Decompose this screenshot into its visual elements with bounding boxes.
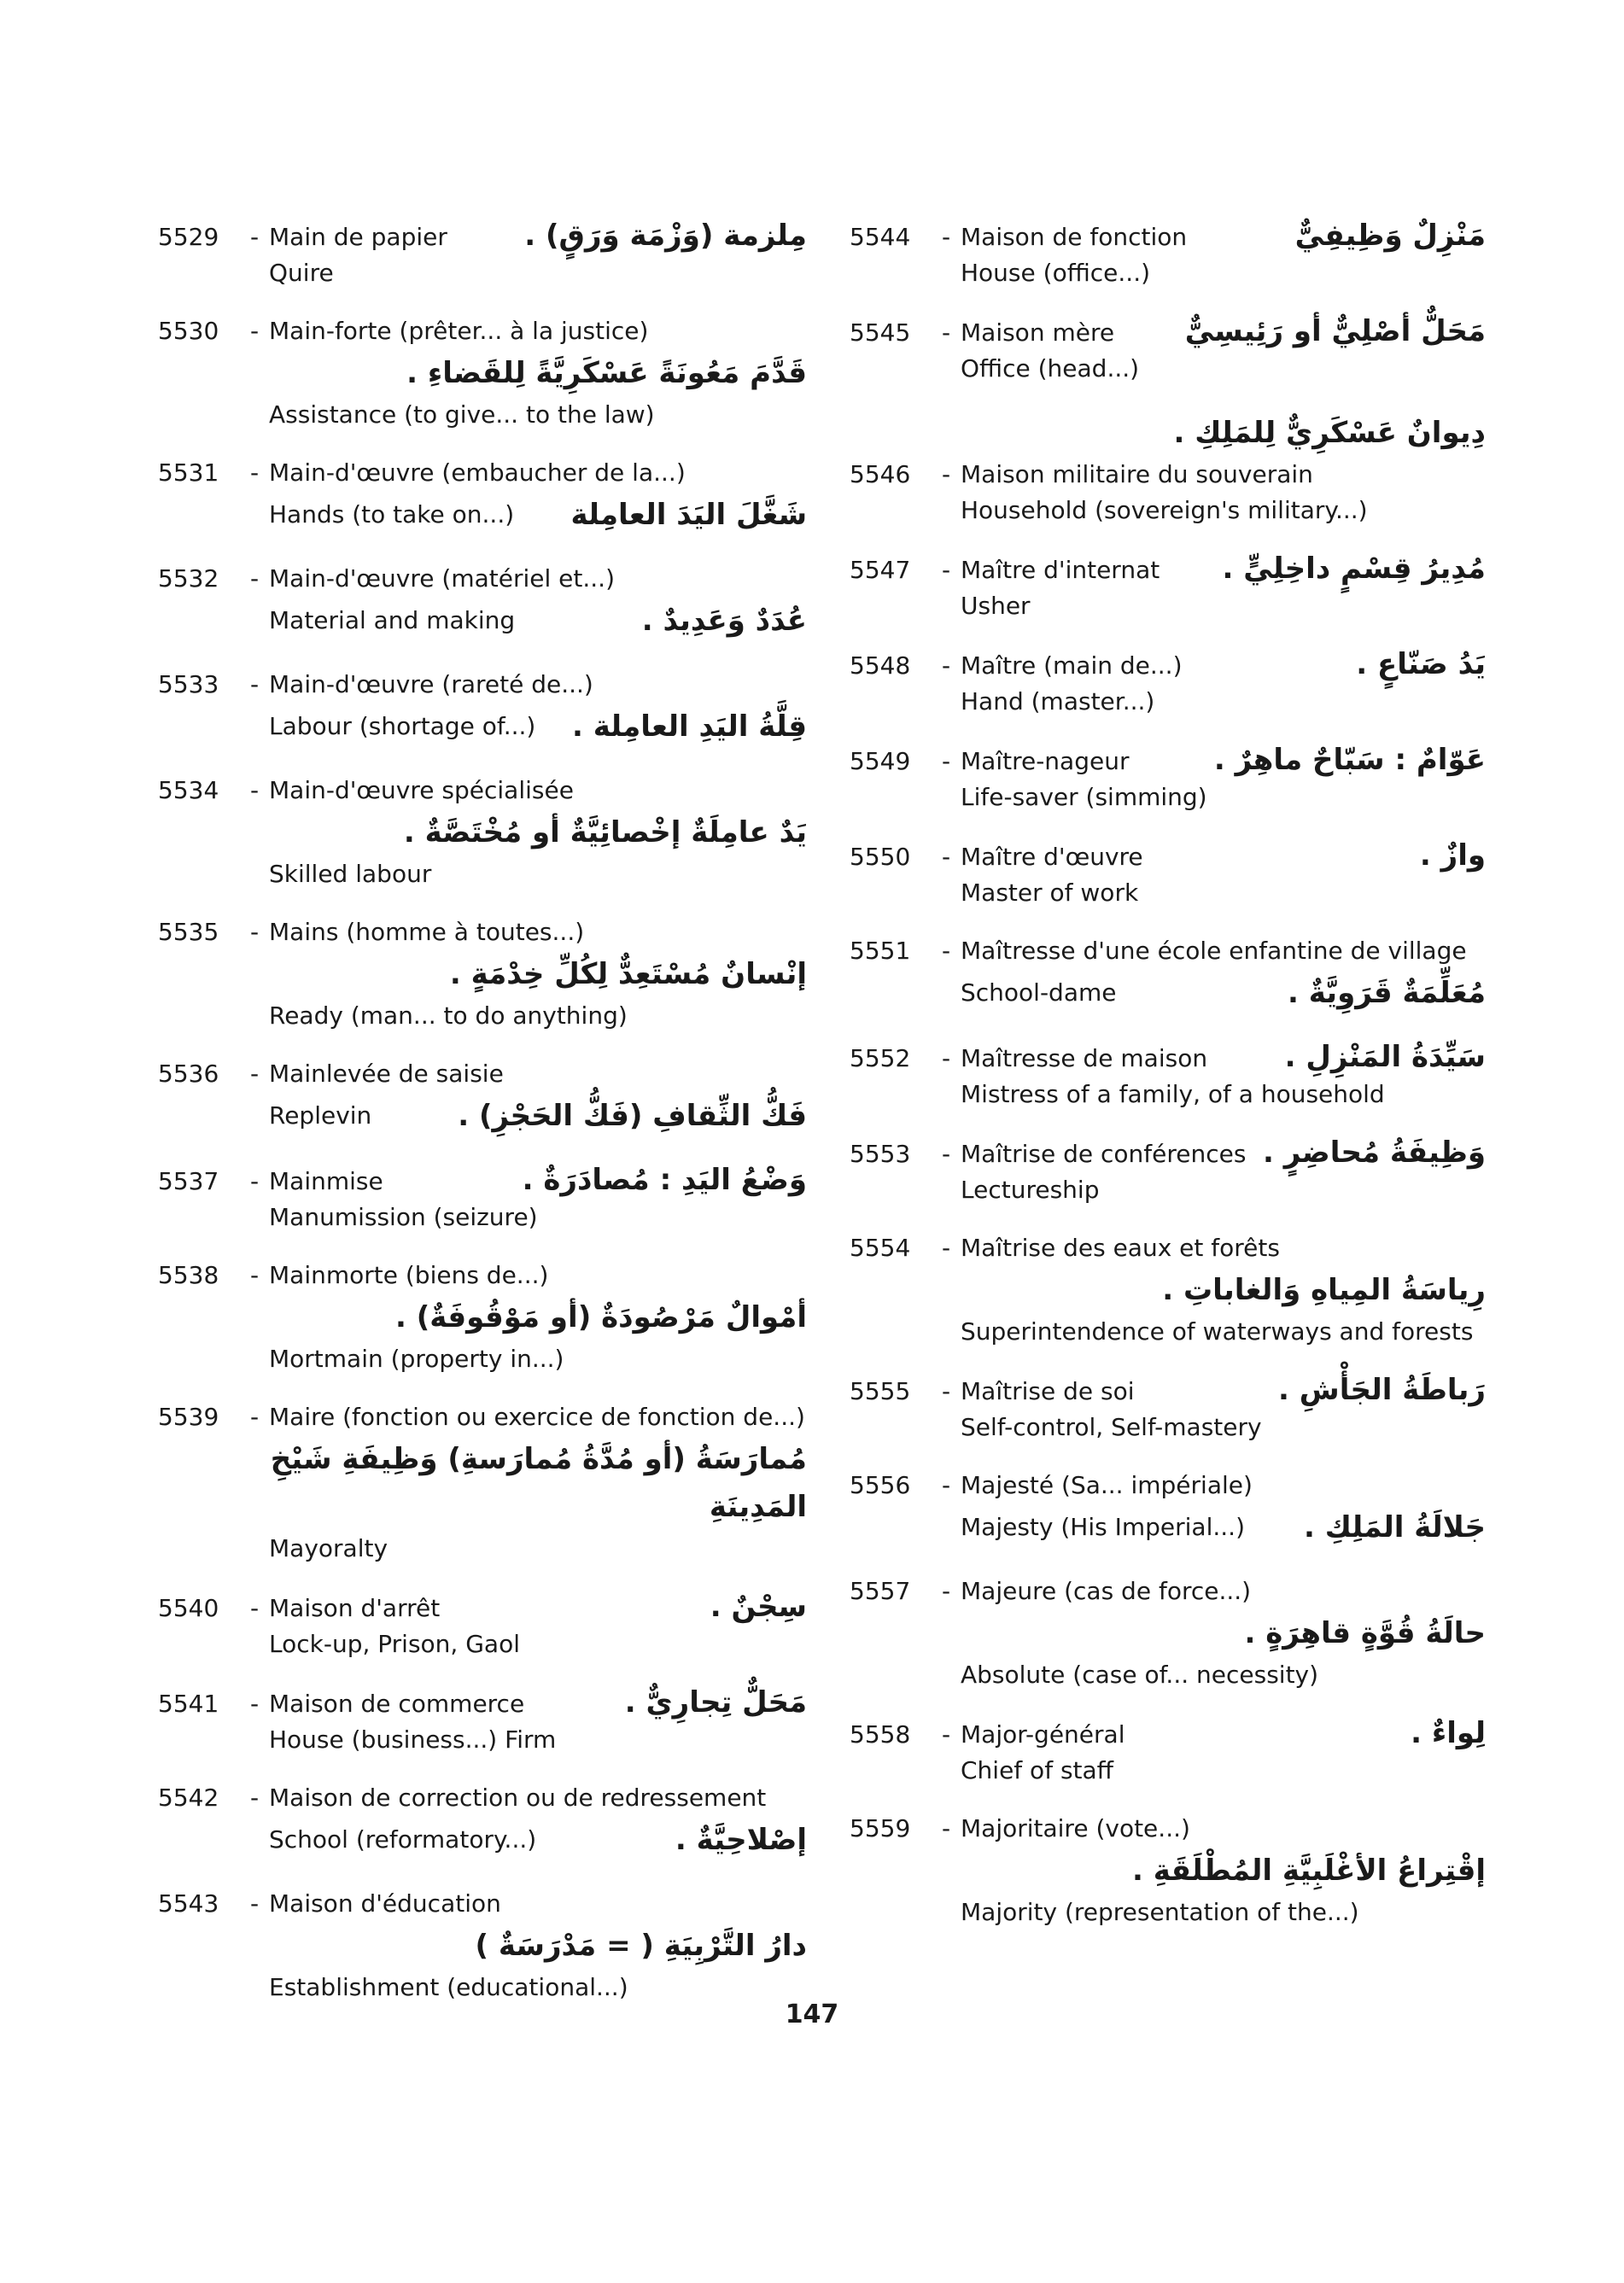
entry-number: 5543	[158, 1889, 219, 1918]
entry-dash: -	[250, 564, 260, 593]
entry-dash: -	[250, 1167, 260, 1195]
entry-5532	[158, 561, 807, 645]
english-term: House (business...) Firm	[269, 1725, 557, 1754]
entry-dash: -	[250, 776, 260, 804]
entry-head	[850, 1574, 1486, 1609]
entry-dash: -	[942, 1140, 951, 1168]
arabic-term: مَحَلٌّ تِجارِيٌّ .	[624, 1685, 807, 1720]
entry-head	[850, 1039, 1486, 1077]
entry-number: 5559	[850, 1814, 911, 1842]
english-term: Skilled labour	[269, 860, 432, 888]
entry-dash: -	[942, 651, 951, 680]
entry-head	[158, 1162, 807, 1200]
entry-number: 5542	[158, 1784, 219, 1812]
entry-head	[158, 1258, 807, 1293]
arabic-term: دارُ التَّرْبِيَةِ ( = مَدْرَسَةٌ )	[475, 1929, 807, 1963]
french-term: Main de papier	[269, 223, 447, 251]
entry-head	[158, 313, 807, 349]
entry-head	[158, 1056, 807, 1092]
entry-dash: -	[250, 670, 260, 698]
entry-dash: -	[942, 1577, 951, 1605]
entry-number: 5537	[158, 1167, 219, 1195]
entry-5537	[158, 1162, 807, 1235]
english-arabic-row	[850, 1504, 1486, 1551]
entry-5553	[850, 1135, 1486, 1208]
entry-head	[850, 551, 1486, 588]
entry-dash: -	[250, 918, 260, 946]
entry-dash: -	[942, 747, 951, 775]
english-term: School-dame	[961, 978, 1117, 1007]
entry-5549	[850, 742, 1486, 815]
entry-5530	[158, 313, 807, 433]
entry-number: 5529	[158, 223, 219, 251]
entry-dash: -	[942, 460, 951, 488]
entry-5557	[850, 1574, 1486, 1693]
english-term: Mortmain (property in...)	[269, 1345, 564, 1373]
entry-number: 5531	[158, 458, 219, 487]
english-term: Life-saver (simming)	[961, 783, 1207, 811]
entry-head	[850, 1468, 1486, 1504]
english-term: Lectureship	[961, 1176, 1100, 1204]
entry-head	[158, 455, 807, 491]
english-arabic-row	[158, 1816, 807, 1864]
english-arabic-row	[158, 491, 807, 539]
english-arabic-row	[158, 1092, 807, 1140]
arabic-term: عُدَدٌ وَعَدِيدٌ .	[641, 604, 807, 638]
entry-dash: -	[942, 843, 951, 871]
entry-dash: -	[942, 318, 951, 347]
entry-dash: -	[942, 1234, 951, 1262]
french-term: Maison militaire du souverain	[961, 460, 1313, 488]
english-term: Quire	[269, 259, 334, 287]
entry-dash: -	[942, 556, 951, 584]
french-term: Mainlevée de saisie	[269, 1060, 504, 1088]
arabic-term: مَحَلٌّ أصْلِيٌّ أو رَئِيسِيٌّ	[1184, 314, 1486, 348]
entry-5541	[158, 1685, 807, 1758]
arabic-term: مُدِيرُ قِسْمٍ داخِلِيٍّ .	[1222, 552, 1486, 586]
french-term: Main-d'œuvre spécialisée	[269, 776, 574, 804]
arabic-term: وازٌ .	[1419, 838, 1486, 873]
entry-5558	[850, 1715, 1486, 1789]
entry-5529	[158, 218, 807, 291]
english-arabic-row	[158, 703, 807, 750]
entry-number: 5554	[850, 1234, 911, 1262]
arabic-term: لِواءٌ .	[1411, 1716, 1486, 1750]
entry-5538	[158, 1258, 807, 1377]
entry-head	[158, 914, 807, 950]
entry-dash: -	[250, 1060, 260, 1088]
arabic-term: إنْسانٌ مُسْتَعِدٌّ لِكُلِّ خِدْمَةٍ .	[449, 957, 807, 991]
arabic-term: مُعَلِّمَةٌ قَرَوِيَّةٌ .	[1287, 976, 1486, 1010]
english-term: Hands (to take on...)	[269, 500, 515, 528]
arabic-term: جَلالَةُ المَلِكِ .	[1303, 1510, 1486, 1544]
french-term: Maison de commerce	[269, 1690, 525, 1718]
entry-5535	[158, 914, 807, 1034]
entry-number: 5541	[158, 1690, 219, 1718]
french-term: Mains (homme à toutes...)	[269, 918, 585, 946]
entry-head	[158, 1589, 807, 1626]
entry-5550	[850, 838, 1486, 911]
arabic-term: فَكُّ الثِّقافِ (فَكُّ الحَجْزِ) .	[458, 1099, 807, 1133]
entry-5545	[850, 313, 1486, 387]
entry-dash: -	[942, 1044, 951, 1072]
entry-5531	[158, 455, 807, 539]
entry-number: 5558	[850, 1720, 911, 1749]
entry-dash: -	[250, 1594, 260, 1622]
arabic-term: إقْتِراعُ الأغْلَبِيَّةِ المُطْلَقَةِ .	[1131, 1854, 1486, 1888]
english-term: Absolute (case of... necessity)	[961, 1661, 1319, 1689]
arabic-term: وَضْعُ اليَدِ : مُصادَرَةٌ .	[522, 1163, 807, 1197]
french-term: Maître (main de...)	[961, 651, 1183, 680]
french-term: Mainmise	[269, 1167, 383, 1195]
entry-head	[158, 1780, 807, 1816]
entry-number: 5535	[158, 918, 219, 946]
entry-number: 5547	[850, 556, 911, 584]
arabic-term: حالَةُ قُوَّةٍ قاهِرَةٍ .	[1244, 1616, 1486, 1650]
entry-head	[850, 1372, 1486, 1410]
entry-5548	[850, 646, 1486, 720]
english-term: Establishment (educational...)	[269, 1973, 628, 2001]
french-term: Main-d'œuvre (rareté de...)	[269, 670, 593, 698]
entry-number: 5546	[850, 460, 911, 488]
english-term: Office (head...)	[961, 354, 1140, 382]
entry-5559	[850, 1811, 1486, 1930]
entry-head	[158, 1886, 807, 1922]
entry-5536	[158, 1056, 807, 1140]
entry-head	[158, 561, 807, 597]
french-term: Maître-nageur	[961, 747, 1130, 775]
arabic-term: رِياسَةُ المِياهِ وَالغاباتِ .	[1162, 1273, 1486, 1307]
french-term: Mainmorte (biens de...)	[269, 1261, 549, 1289]
english-term: Mistress of a family, of a household	[961, 1080, 1385, 1108]
arabic-term: سَيِّدَةُ المَنْزِلِ .	[1284, 1040, 1486, 1074]
entry-dash: -	[942, 937, 951, 965]
english-arabic-row	[158, 597, 807, 645]
entry-dash: -	[942, 1720, 951, 1749]
french-term: Maison de correction ou de redressement	[269, 1784, 767, 1812]
entry-number: 5556	[850, 1471, 911, 1499]
entry-number: 5548	[850, 651, 911, 680]
english-term: Hand (master...)	[961, 687, 1155, 715]
entry-number: 5540	[158, 1594, 219, 1622]
entry-5546	[850, 409, 1486, 528]
entry-5540	[158, 1589, 807, 1662]
french-term: Major-général	[961, 1720, 1125, 1749]
entry-head	[158, 1685, 807, 1722]
left-column	[158, 218, 807, 2028]
arabic-term: وَظِيفَةُ مُحاضِرٍ .	[1262, 1136, 1486, 1170]
english-arabic-row	[850, 969, 1486, 1017]
english-term: Labour (shortage of...)	[269, 712, 536, 740]
french-term: Maîtrise de soi	[961, 1377, 1135, 1405]
entry-5542	[158, 1780, 807, 1864]
entry-head	[850, 838, 1486, 875]
entry-dash: -	[942, 223, 951, 251]
arabic-term: مِلزمة (وَزْمَة وَرَقٍ) .	[524, 219, 807, 253]
english-term: Usher	[961, 592, 1031, 620]
right-column	[850, 218, 1486, 1953]
french-term: Maîtrise des eaux et forêts	[961, 1234, 1280, 1262]
french-term: Maison d'arrêt	[269, 1594, 441, 1622]
english-term: Replevin	[269, 1101, 372, 1130]
entry-number: 5544	[850, 223, 911, 251]
english-term: Lock-up, Prison, Gaol	[269, 1630, 520, 1658]
arabic-term: يَدُ صَنّاعٍ .	[1356, 647, 1486, 681]
entry-number: 5539	[158, 1403, 219, 1431]
entry-5533	[158, 667, 807, 750]
entry-number: 5532	[158, 564, 219, 593]
french-term: Main-d'œuvre (matériel et...)	[269, 564, 615, 593]
entry-5551	[850, 933, 1486, 1017]
arabic-term: قِلَّةُ اليَدِ العامِلة .	[571, 709, 807, 744]
english-term: Manumission (seizure)	[269, 1203, 538, 1231]
entry-dash: -	[942, 1471, 951, 1499]
english-term: Mayoralty	[269, 1534, 388, 1562]
arabic-term: مُمارَسَةُ (أو مُدَّةُ مُمارَسةِ) وَظِيفَةِ شَيْخِ المَدِينَةِ	[270, 1442, 807, 1524]
french-term: Majoritaire (vote...)	[961, 1814, 1190, 1842]
entry-5543	[158, 1886, 807, 2006]
entry-head	[158, 1399, 807, 1435]
entry-dash: -	[250, 458, 260, 487]
entry-number: 5557	[850, 1577, 911, 1605]
entry-head	[850, 457, 1486, 493]
english-term: Majesty (His Imperial...)	[961, 1513, 1245, 1541]
english-term: School (reformatory...)	[269, 1825, 537, 1854]
french-term: Maison de fonction	[961, 223, 1188, 251]
entry-5544	[850, 218, 1486, 291]
english-term: Assistance (to give... to the law)	[269, 400, 655, 429]
entry-head	[850, 646, 1486, 684]
entry-head	[158, 773, 807, 809]
french-term: Maître d'œuvre	[961, 843, 1143, 871]
entry-5547	[850, 551, 1486, 624]
english-term: Chief of staff	[961, 1756, 1113, 1784]
entry-head	[850, 1135, 1486, 1172]
entry-number: 5553	[850, 1140, 911, 1168]
entry-dash: -	[942, 1377, 951, 1405]
english-term: Household (sovereign's military...)	[961, 496, 1368, 524]
entry-head	[850, 218, 1486, 255]
entry-number: 5555	[850, 1377, 911, 1405]
arabic-term: إصْلاحِيَّةٌ .	[675, 1823, 807, 1857]
french-term: Main-d'œuvre (embaucher de la...)	[269, 458, 686, 487]
entry-number: 5530	[158, 317, 219, 345]
entry-5539	[158, 1399, 807, 1567]
french-term: Main-forte (prêter... à la justice)	[269, 317, 649, 345]
french-term: Maître d'internat	[961, 556, 1160, 584]
english-term: House (office...)	[961, 259, 1151, 287]
entry-number: 5533	[158, 670, 219, 698]
arabic-term: يَدٌ عامِلَةٌ إخْصائِيَّةٌ أو مُخْتَصَّةٌ .	[403, 815, 807, 850]
entry-number: 5538	[158, 1261, 219, 1289]
entry-5534	[158, 773, 807, 892]
french-term: Maîtresse d'une école enfantine de village	[961, 937, 1467, 965]
entry-number: 5551	[850, 937, 911, 965]
entry-number: 5549	[850, 747, 911, 775]
entry-head	[158, 218, 807, 255]
entry-dash: -	[250, 1261, 260, 1289]
entry-dash: -	[942, 1814, 951, 1842]
page-number: 147	[785, 2000, 839, 2029]
english-term: Master of work	[961, 879, 1139, 907]
french-term: Maison d'éducation	[269, 1889, 501, 1918]
entry-head	[158, 667, 807, 703]
entry-number: 5550	[850, 843, 911, 871]
entry-number: 5545	[850, 318, 911, 347]
arabic-term: رَباطَةُ الجَأْشِ .	[1278, 1373, 1486, 1407]
entry-5554	[850, 1230, 1486, 1350]
entry-5552	[850, 1039, 1486, 1112]
english-term: Self-control, Self-mastery	[961, 1413, 1262, 1441]
arabic-term: دِيوانٌ عَسْكَرِيٌّ لِلمَلِكِ .	[1173, 416, 1486, 450]
french-term: Maîtresse de maison	[961, 1044, 1208, 1072]
french-term: Maîtrise de conférences	[961, 1140, 1247, 1168]
entry-head	[850, 313, 1486, 351]
french-term: Maire (fonction ou exercice de fonction de...)	[269, 1403, 805, 1431]
entry-number: 5536	[158, 1060, 219, 1088]
entry-head	[850, 933, 1486, 969]
entry-head	[850, 1811, 1486, 1847]
arabic-term: مَنْزِلٌ وَظِيفِيٌّ	[1294, 219, 1486, 253]
entry-dash: -	[250, 1403, 260, 1431]
english-term: Ready (man... to do anything)	[269, 1001, 628, 1030]
entry-number: 5534	[158, 776, 219, 804]
entry-head	[850, 742, 1486, 779]
arabic-term: شَغَّلَ اليَدَ العامِلة	[570, 498, 807, 532]
entry-dash: -	[250, 223, 260, 251]
entry-dash: -	[250, 317, 260, 345]
french-term: Maison mère	[961, 318, 1115, 347]
entry-dash: -	[250, 1690, 260, 1718]
entry-dash: -	[250, 1784, 260, 1812]
arabic-term: سِجْنٌ .	[710, 1590, 807, 1624]
french-term: Majeure (cas de force...)	[961, 1577, 1252, 1605]
english-term: Superintendence of waterways and forests	[961, 1317, 1474, 1346]
french-term: Majesté (Sa... impériale)	[961, 1471, 1253, 1499]
english-term: Material and making	[269, 606, 516, 634]
entry-number: 5552	[850, 1044, 911, 1072]
entry-5555	[850, 1372, 1486, 1445]
english-term: Majority (representation of the...)	[961, 1898, 1359, 1926]
entry-head	[850, 1230, 1486, 1266]
entry-head	[850, 1715, 1486, 1753]
entry-dash: -	[250, 1889, 260, 1918]
arabic-term: أمْوالٌ مَرْصُودَةٌ (أو مَوْقُوفَةٌ) .	[394, 1300, 807, 1334]
arabic-term: عَوّامٌ : سَبّاحٌ ماهِرٌ .	[1213, 743, 1486, 777]
arabic-term: قَدَّمَ مَعُونَةً عَسْكَرِيَّةً لِلقَضاءِ .	[406, 356, 807, 390]
entry-5556	[850, 1468, 1486, 1551]
